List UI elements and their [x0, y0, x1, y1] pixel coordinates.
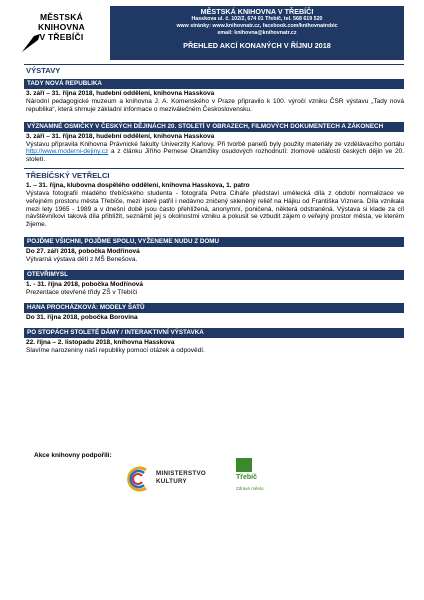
event-title: PO STOPÁCH STOLETÉ DÁMY / INTERAKTIVNÍ VÝSTAVKA — [24, 328, 404, 338]
city-logo — [236, 458, 266, 508]
description-text: a z článku Jiřího Pernese Okamžiky osudových rozhodnutí: zlomové události českých dějin ve 20. století. — [26, 148, 404, 164]
header-email: email: knihovna@knihovnatr.cz — [217, 30, 297, 36]
event-description: Prezentace otevřené třídy ZŠ v Třebíči — [26, 288, 138, 296]
event-location: Do 27. září 2018, pobočka Modřínová — [26, 247, 140, 255]
ministry-label: MINISTERSTVO KULTURY — [156, 470, 207, 485]
description-text: Výstavu připravila Knihovna Právnické fakulty Univerzity Karlovy. Při tvorbě panelů byly použity materiály ze vzdělávacího portálu — [26, 140, 404, 148]
event-title: OTEVŘIMYSL — [24, 270, 404, 280]
event-description — [24, 141, 404, 164]
event-title: VÝZNAMNÉ OSMIČKY V ČESKÝCH DĚJINÁCH 20. STOLETÍ V OBRAZECH, FILMOVÝCH DOKUMENTECH A ZÁKONECH — [24, 122, 404, 132]
section-title-vystavy: VÝSTAVY — [26, 66, 61, 75]
event-title: TADY NOVÁ REPUBLIKA — [24, 79, 404, 89]
event-location: Do 31. října 2018, pobočka Borovina — [26, 313, 138, 321]
event-title: HANA PROCHÁZKOVÁ: MODELY ŠATŮ — [24, 303, 404, 313]
event-location: 22. října – 2. listopadu 2018, knihovna Hasskova — [26, 338, 175, 346]
event-description: Národní pedagogické muzeum a knihovna J. A. Komenského v Praze připravilo k 100. výročí vzniku ČSR výstavu „Tady nová republika“, která shrnuje základní informace o meziválečném Československu. — [26, 98, 404, 113]
city-label: Třebíč — [236, 474, 258, 481]
divider — [24, 168, 404, 169]
ministry-logo — [124, 464, 220, 504]
support-label: Akce knihovny podpořili: — [34, 452, 112, 459]
event-description: Slavíme narozeniny naší republiky pomocí otázek a odpovědí. — [26, 346, 205, 354]
logo-line1: MĚSTSKÁ — [39, 12, 83, 22]
event-description: Výtvarná výstava dětí z MŠ Benešova. — [26, 255, 138, 263]
ministry-c-icon — [124, 464, 152, 494]
logo-line2: KNIHOVNA — [38, 22, 85, 32]
pen-nib-icon — [20, 32, 42, 54]
header-banner — [110, 6, 404, 60]
portal-link[interactable]: http://www.moderni-dejiny.cz — [26, 148, 109, 156]
event-location: 1. - 31. října 2018, pobočka Modřínová — [26, 280, 144, 288]
event-title: POJĎME VŠICHNI, POJĎME SPOLU, VYŽENEME NUDU Z DOMU — [24, 237, 404, 247]
logo-text — [38, 12, 85, 42]
header-subtitle: PŘEHLED AKCÍ KONANÝCH V ŘÍJNU 2018 — [183, 41, 331, 50]
event-location: 3. září – 31. října 2018, hudební oddělení, knihovna Hasskova — [26, 90, 215, 97]
event-description: Výstava fotografií mladého třebíčského studenta - fotografa Petra Ciháře představí umělecká díla z období normalizace ve veřejném prostoru města Třebíče, mezi které patřil i nedávno zničený skleněný reliéf na Hájku od Františka Víznera. Díla vznikala mezi lety 1965 - 1989 a v dnešní době jsou často přehlížená, anonymní, poničená, některá odstraněná. Výstava si klade za cíl návštěvníkovi taková díla přiblížit, seznámit jej s okolnostmi vzniku a pokusit se vzbudit zájem o veřejný prostor města, ve kterém žijeme. — [26, 189, 404, 229]
event-location: 1. – 31. října, klubovna dospělého oddělení, knihovna Hasskova, 1. patro — [26, 181, 250, 189]
header-title: MĚSTSKÁ KNIHOVNA V TŘEBÍČI — [200, 7, 314, 16]
header-address: Hasskova ul. č. 102/2, 674 01 Třebíč, tel. 568 619 520 — [191, 16, 323, 22]
section-title-vetrelci: TŘEBÍČSKÝ VETŘELCI — [26, 170, 110, 180]
event-list — [24, 64, 404, 354]
logo-line3: V TŘEBÍČI — [39, 32, 84, 42]
library-logo — [20, 10, 104, 56]
city-sublabel: Zdravé město — [236, 486, 264, 491]
city-sign-icon — [236, 458, 252, 472]
divider — [24, 64, 404, 65]
header-web: www stránky: www.knihovnatr.cz, facebook.com/knihovnatrebic — [176, 23, 338, 29]
event-location: 3. září – 31. října 2018, hudební oddělení, knihovna Hasskova — [26, 132, 215, 140]
